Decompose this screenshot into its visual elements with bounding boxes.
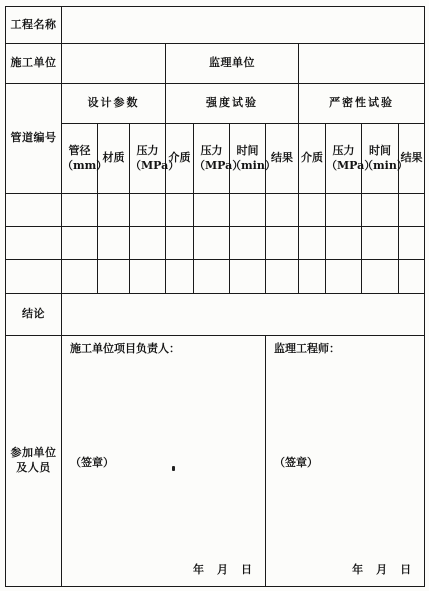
pipe-no-label: 管道编号 — [6, 84, 62, 194]
col-tightness-pressure-unit: （MPa） — [326, 158, 376, 172]
supervision-unit-label: 监理单位 — [166, 44, 299, 84]
col-strength-time — [230, 124, 276, 194]
conclusion-field[interactable] — [62, 294, 425, 336]
col-tightness-time-name: 时间 — [369, 143, 391, 157]
table-cell[interactable] — [326, 260, 362, 294]
supervision-unit-field[interactable] — [299, 44, 425, 84]
row-project-name — [6, 7, 425, 44]
col-diameter-unit: （mm） — [62, 158, 108, 172]
row-column-headers — [6, 124, 425, 194]
table-cell[interactable] — [362, 260, 399, 294]
participants-label-line1: 参加单位 — [10, 446, 57, 460]
table-cell[interactable] — [230, 260, 266, 294]
supervision-date-label: 年 月 日 — [352, 563, 413, 577]
table-cell[interactable] — [326, 194, 362, 227]
col-strength-result: 结果 — [266, 124, 299, 194]
col-tightness-pressure — [326, 124, 376, 194]
design-params-header: 设计参数 — [62, 84, 166, 124]
table-cell[interactable] — [6, 227, 62, 260]
supervision-engineer-label: 监理工程师： — [274, 342, 340, 355]
col-material: 材质 — [98, 124, 130, 194]
table-cell[interactable] — [6, 194, 62, 227]
table-cell[interactable] — [6, 260, 62, 294]
construction-signature-area[interactable] — [62, 336, 266, 587]
col-strength-time-name: 时间 — [236, 143, 259, 157]
table-cell[interactable] — [230, 227, 266, 260]
table-cell[interactable] — [399, 227, 425, 260]
table-cell[interactable] — [130, 194, 166, 227]
row-conclusion — [6, 294, 425, 336]
table-cell[interactable] — [98, 194, 130, 227]
strength-test-header: 强度试验 — [166, 84, 299, 124]
col-diameter — [62, 124, 108, 194]
form-table — [5, 6, 425, 587]
table-cell[interactable] — [194, 227, 230, 260]
col-design-pressure-unit: （MPa） — [130, 158, 180, 172]
row-units — [6, 44, 425, 84]
col-strength-pressure — [194, 124, 244, 194]
col-tightness-pressure-name: 压力 — [332, 143, 355, 157]
table-cell[interactable] — [362, 227, 399, 260]
col-strength-pressure-unit: （MPa） — [194, 158, 244, 172]
construction-unit-field[interactable] — [62, 44, 166, 84]
col-tightness-time — [362, 124, 408, 194]
construction-unit-label: 施工单位 — [6, 44, 62, 84]
col-tightness-time-unit: （min） — [362, 158, 408, 172]
construction-manager-label: 施工单位项目负责人： — [70, 342, 180, 355]
table-cell[interactable] — [166, 194, 194, 227]
table-cell[interactable] — [130, 227, 166, 260]
row-participants — [6, 336, 425, 587]
table-row — [6, 227, 425, 260]
col-strength-medium: 介质 — [166, 124, 194, 194]
table-cell[interactable] — [194, 194, 230, 227]
table-cell[interactable] — [98, 260, 130, 294]
table-cell[interactable] — [62, 227, 98, 260]
table-cell[interactable] — [266, 194, 299, 227]
table-cell[interactable] — [130, 260, 166, 294]
table-cell[interactable] — [230, 194, 266, 227]
table-cell[interactable] — [299, 194, 326, 227]
col-design-pressure-name: 压力 — [136, 143, 159, 157]
supervision-signature-area[interactable] — [266, 336, 425, 587]
tightness-test-header: 严密性试验 — [299, 84, 425, 124]
row-group-headers — [6, 84, 425, 124]
project-name-field[interactable] — [62, 7, 425, 44]
table-row — [6, 260, 425, 294]
table-cell[interactable] — [62, 260, 98, 294]
table-cell[interactable] — [399, 194, 425, 227]
table-cell[interactable] — [266, 227, 299, 260]
col-tightness-result: 结果 — [399, 124, 425, 194]
col-tightness-medium: 介质 — [299, 124, 326, 194]
construction-date-label: 年 月 日 — [193, 563, 253, 577]
table-cell[interactable] — [326, 227, 362, 260]
project-name-label: 工程名称 — [6, 7, 62, 44]
col-strength-pressure-name: 压力 — [200, 143, 223, 157]
table-cell[interactable] — [194, 260, 230, 294]
supervision-seal-label: （签章） — [274, 456, 318, 469]
conclusion-label: 结论 — [6, 294, 62, 336]
pipeline-test-record-form — [5, 6, 424, 586]
participants-label-line2: 及人员 — [16, 461, 51, 474]
table-cell[interactable] — [166, 227, 194, 260]
table-cell[interactable] — [299, 227, 326, 260]
table-cell[interactable] — [62, 194, 98, 227]
table-row — [6, 194, 425, 227]
table-cell[interactable] — [166, 260, 194, 294]
table-cell[interactable] — [299, 260, 326, 294]
table-cell[interactable] — [98, 227, 130, 260]
ink-speck — [172, 466, 175, 471]
construction-seal-label: （签章） — [70, 456, 114, 469]
participants-label — [6, 336, 62, 587]
col-diameter-name: 管径 — [68, 143, 91, 157]
table-cell[interactable] — [362, 194, 399, 227]
col-strength-time-unit: （min） — [230, 158, 276, 172]
table-cell[interactable] — [399, 260, 425, 294]
table-cell[interactable] — [266, 260, 299, 294]
